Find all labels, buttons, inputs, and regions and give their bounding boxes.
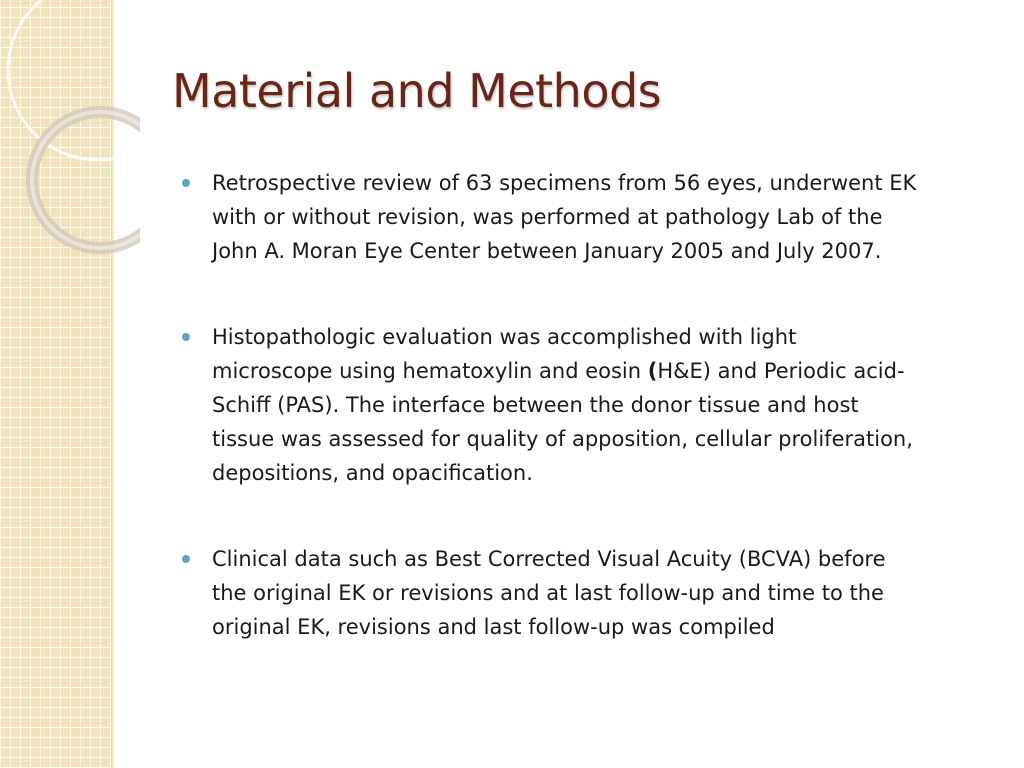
bullet-text-part: Histopathologic evaluation was accomplished with light microscope using hematoxylin and eosin xyxy=(212,325,797,383)
bullet-dot-icon xyxy=(182,555,190,563)
decorative-circles-graphic xyxy=(0,0,140,260)
decorative-large-ring xyxy=(8,0,140,160)
bullet-dot-icon xyxy=(182,179,190,187)
bullet-text-part: H&E) and Periodic acid-Schiff (PAS). The interface between the donor tissue and host tissue was assessed for quality of apposition, cellular proliferation, depositions, and opacification. xyxy=(212,359,913,485)
bullet-list xyxy=(182,166,917,644)
bullet-text xyxy=(212,320,917,490)
bullet-text: Clinical data such as Best Corrected Visual Acuity (BCVA) before the original EK or revisions and at last follow-up and time to the original EK, revisions and last follow-up was compiled xyxy=(212,547,886,639)
slide-title: Material and Methods xyxy=(172,64,662,118)
bullet-item xyxy=(182,542,917,644)
bullet-text: Retrospective review of 63 specimens from 56 eyes, underwent EK with or without revision, was performed at pathology Lab of the John A. Moran Eye Center between January 2005 and July 2007. xyxy=(212,171,917,263)
bullet-item xyxy=(182,166,917,268)
bullet-dot-icon xyxy=(182,333,190,341)
bullet-text-bold-part: ( xyxy=(647,359,658,383)
decorative-thick-ring xyxy=(32,112,140,248)
bullet-item xyxy=(182,320,917,490)
